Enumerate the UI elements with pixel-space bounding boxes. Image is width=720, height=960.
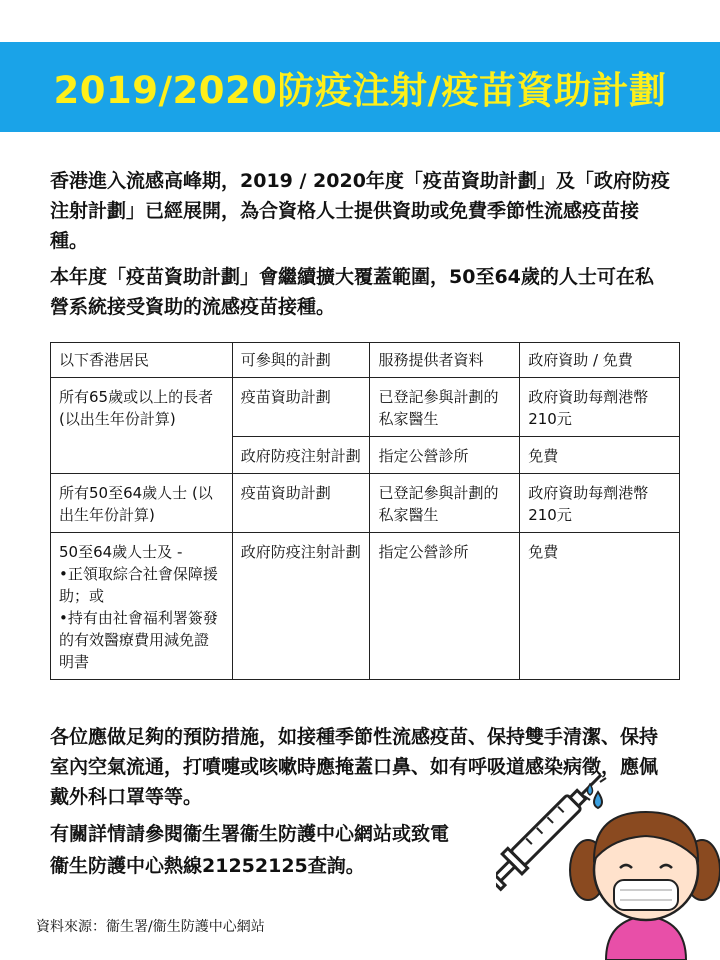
expansion-paragraph: 本年度「疫苗資助計劃」會繼續擴大覆蓋範圍，50至64歲的人士可在私營系統接受資助的流感疫苗接種。 [50, 266, 654, 318]
cell-group-elderly: 所有65歲或以上的長者 (以出生年份計算) [51, 378, 233, 474]
cell-plan: 政府防疫注射計劃 [232, 533, 370, 680]
group-line: 50至64歲人士及 - [59, 543, 183, 561]
cell-subsidy: 政府資助每劑港幣210元 [520, 378, 680, 437]
header-residents: 以下香港居民 [51, 343, 233, 378]
group-line: •持有由社會福利署簽發的有效醫療費用減免證明書 [59, 609, 218, 671]
source-note: 資料來源：衞生署/衞生防護中心網站 [36, 919, 265, 935]
cell-group-50-64: 所有50至64歲人士 (以出生年份計算) [51, 474, 233, 533]
cell-provider: 指定公營診所 [370, 437, 520, 474]
cell-plan: 疫苗資助計劃 [232, 378, 370, 437]
cell-subsidy: 免費 [520, 533, 680, 680]
header-subsidy: 政府資助 / 免費 [520, 343, 680, 378]
cell-plan: 疫苗資助計劃 [232, 474, 370, 533]
page-title: 2019/2020防疫注射/疫苗資助計劃 [53, 69, 667, 112]
title-banner [0, 42, 720, 132]
vaccination-scheme-table [50, 342, 680, 680]
cell-subsidy: 政府資助每劑港幣210元 [520, 474, 680, 533]
cell-group-cssa [51, 533, 233, 680]
girl-with-mask-icon [570, 812, 720, 960]
table-row [51, 378, 680, 437]
prevention-paragraph: 各位應做足夠的預防措施，如接種季節性流感疫苗、保持雙手清潔、保持室內空氣流通，打噴嚏或咳嗽時應掩蓋口鼻、如有呼吸道感染病徵，應佩戴外科口罩等等。 [50, 726, 659, 808]
cell-provider: 指定公營診所 [370, 533, 520, 680]
group-line: •正領取綜合社會保障援助；或 [59, 565, 218, 605]
header-scheme: 可參與的計劃 [232, 343, 370, 378]
table-row [51, 533, 680, 680]
vaccination-illustration [496, 760, 720, 960]
cell-subsidy: 免費 [520, 437, 680, 474]
table-header-row [51, 343, 680, 378]
intro-paragraph: 香港進入流感高峰期，2019 / 2020年度「疫苗資助計劃」及「政府防疫注射計劃」已經展開，為合資格人士提供資助或免費季節性流感疫苗接種。 [50, 170, 670, 252]
cell-provider: 已登記參與計劃的私家醫生 [370, 474, 520, 533]
cell-provider: 已登記參與計劃的私家醫生 [370, 378, 520, 437]
info-paragraph [50, 818, 510, 882]
header-provider: 服務提供者資料 [370, 343, 520, 378]
cell-plan: 政府防疫注射計劃 [232, 437, 370, 474]
info-line-1: 有關詳情請參閱衞生署衞生防護中心網站或致電 [50, 823, 450, 845]
info-line-2: 衞生防護中心熱線21252125查詢。 [50, 855, 365, 877]
table-row [51, 474, 680, 533]
